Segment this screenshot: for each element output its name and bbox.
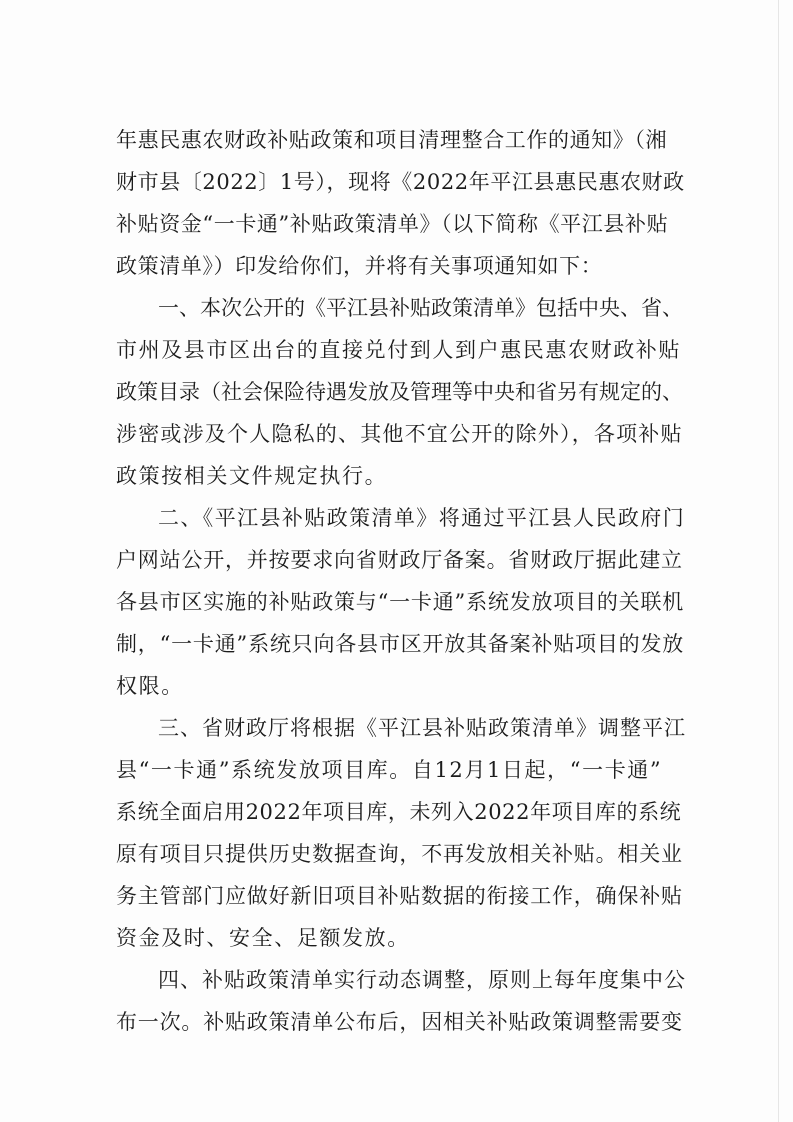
text-line: 一、本次公开的《平江县补贴政策清单》包括中央、省、 bbox=[158, 296, 683, 320]
text-line: 资金及时、安全、足额发放。 bbox=[116, 926, 410, 950]
text-line: 政策清单》）印发给你们，并将有关事项通知如下： bbox=[116, 254, 603, 278]
text-line: 制，“一卡通”系统只向各县市区开放其备案补贴项目的发放 bbox=[116, 632, 685, 656]
text-line: 户网站公开，并按要求向省财政厅备案。省财政厅据此建立 bbox=[116, 548, 683, 572]
text-line: 各县市区实施的补贴政策与“一卡通”系统发放项目的关联机 bbox=[116, 590, 685, 614]
text-line: 三、省财政厅将根据《平江县补贴政策清单》调整平江 bbox=[158, 716, 686, 740]
text-line: 涉密或涉及个人隐私的、其他不宜公开的除外），各项补贴 bbox=[116, 422, 683, 446]
text-line: 县“一卡通”系统发放项目库。自12月1日起，“一卡通” bbox=[116, 758, 663, 782]
text-line: 四、补贴政策清单实行动态调整，原则上每年度集中公 bbox=[158, 968, 686, 992]
text-line: 财市县〔2022〕1号），现将《2022年平江县惠民惠农财政 bbox=[116, 170, 685, 194]
text-line: 年惠民惠农财政补贴政策和项目清理整合工作的通知》（湘 bbox=[116, 128, 668, 152]
text-line: 政策按相关文件规定执行。 bbox=[116, 464, 388, 488]
text-line: 市州及县市区出台的直接兑付到人到户惠民惠农财政补贴 bbox=[116, 338, 681, 362]
text-line: 二、《平江县补贴政策清单》将通过平江县人民政府门 bbox=[158, 506, 686, 530]
text-line: 原有项目只提供历史数据查询，不再发放相关补贴。相关业 bbox=[116, 842, 683, 866]
text-line: 系统全面启用2022年项目库，未列入2022年项目库的系统 bbox=[116, 800, 682, 824]
text-line: 政策目录（社会保险待遇发放及管理等中央和省另有规定的、 bbox=[116, 380, 683, 404]
text-line: 布一次。补贴政策清单公布后，因相关补贴政策调整需要变 bbox=[116, 1010, 683, 1034]
scan-edge-line bbox=[778, 0, 779, 1122]
text-line: 补贴资金“一卡通”补贴政策清单》（以下简称《平江县补贴 bbox=[116, 212, 669, 236]
text-line: 务主管部门应做好新旧项目补贴数据的衔接工作，确保补贴 bbox=[116, 884, 683, 908]
text-line: 权限。 bbox=[116, 674, 184, 698]
